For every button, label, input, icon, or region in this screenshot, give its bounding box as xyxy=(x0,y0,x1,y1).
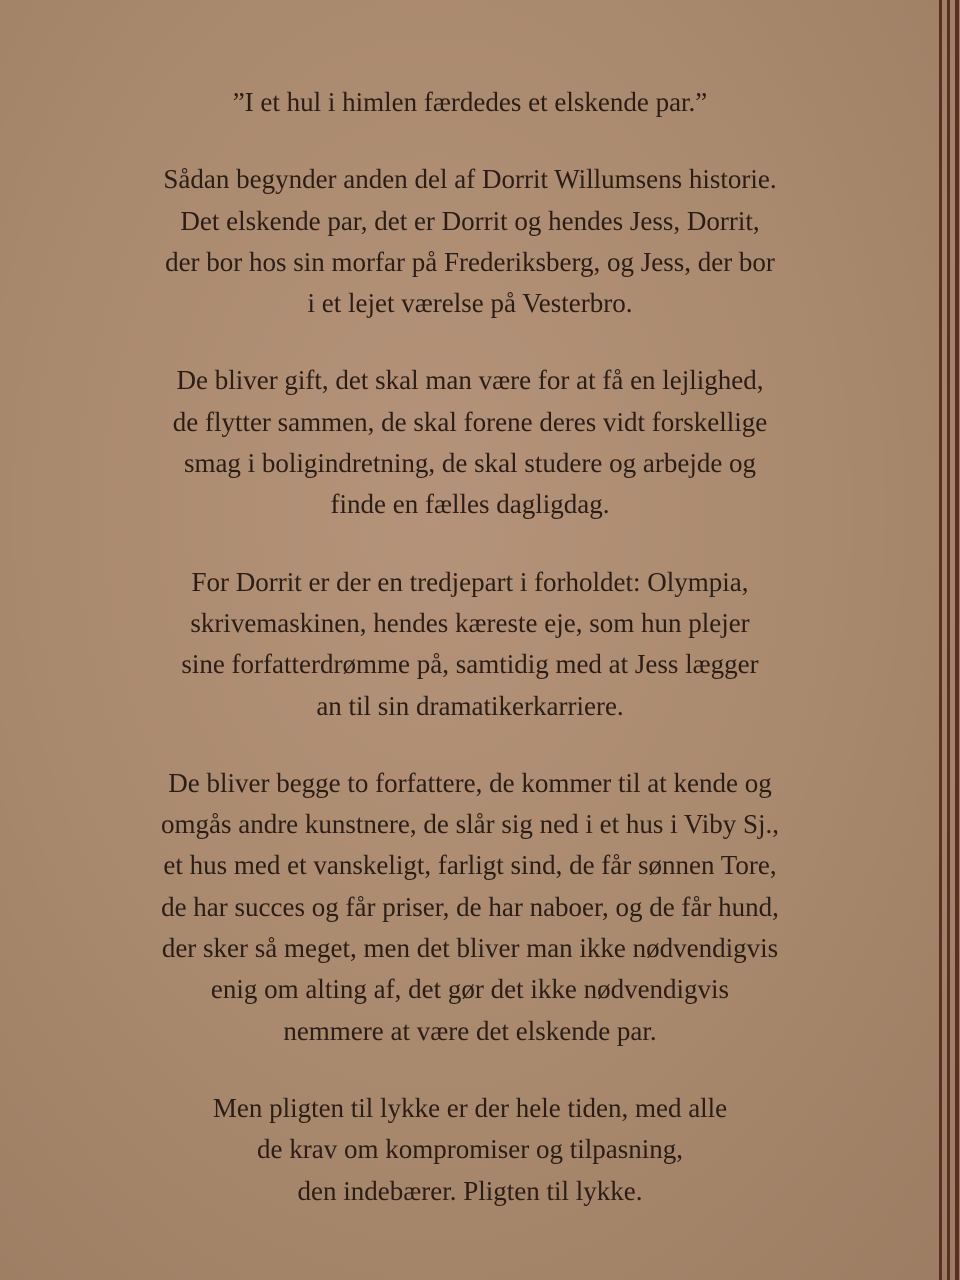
text-line: der sker så meget, men det bliver man ikke nødvendigvis xyxy=(161,933,779,964)
text-line: De bliver gift, det skal man være for at få en lejlighed, xyxy=(176,365,764,396)
text-line: omgås andre kunstnere, de slår sig ned i et hus i Viby Sj., xyxy=(160,809,780,840)
text-line: smag i boligindretning, de skal studere og arbejde og xyxy=(183,448,757,479)
text-line: Sådan begynder anden del af Dorrit Willumsens historie. xyxy=(163,164,777,195)
text-line: an til sin dramatikerkarriere. xyxy=(316,690,624,721)
text-line: de krav om kompromiser og tilpasning, xyxy=(257,1134,683,1165)
text-line: et hus med et vanskeligt, farligt sind, de får sønnen Tore, xyxy=(163,850,777,881)
text-line: Det elskende par, det er Dorrit og hendes Jess, Dorrit, xyxy=(180,205,760,236)
text-line: i et lejet værelse på Vesterbro. xyxy=(307,288,633,319)
text-line: finde en fælles dagligdag. xyxy=(330,489,610,520)
text-line: De bliver begge to forfattere, de kommer til at kende og xyxy=(168,767,772,798)
text-line: skrivemaskinen, hendes kæreste eje, som hun plejer xyxy=(190,607,750,638)
blurb-paragraph xyxy=(0,360,940,525)
text-line: de har succes og får priser, de har naboer, og de får hund, xyxy=(161,891,779,922)
text-line: sine forfatterdrømme på, samtidig med at Jess lægger xyxy=(181,649,759,680)
text-line: den indebærer. Pligten til lykke. xyxy=(297,1175,643,1206)
decorative-border-line xyxy=(955,0,959,1280)
text-line: For Dorrit er der en tredjepart i forholdet: Olympia, xyxy=(191,566,749,597)
text-line: de flytter sammen, de skal forene deres vidt forskellige xyxy=(172,406,768,437)
blurb-paragraph xyxy=(0,562,940,727)
blurb-paragraph xyxy=(0,159,940,324)
text-line: ”I et hul i himlen færdedes et elskende par.” xyxy=(232,87,708,117)
opening-quote xyxy=(0,82,940,123)
decorative-border-line xyxy=(947,0,950,1280)
back-cover-blurb xyxy=(0,82,940,1248)
text-line: Men pligten til lykke er der hele tiden, med alle xyxy=(212,1092,728,1123)
text-line: enig om alting af, det gør det ikke nødvendigvis xyxy=(210,974,730,1005)
text-line: nemmere at være det elskende par. xyxy=(283,1015,657,1046)
blurb-paragraph xyxy=(0,763,940,1052)
blurb-paragraph xyxy=(0,1088,940,1212)
text-line: der bor hos sin morfar på Frederiksberg, og Jess, der bor xyxy=(165,246,775,277)
